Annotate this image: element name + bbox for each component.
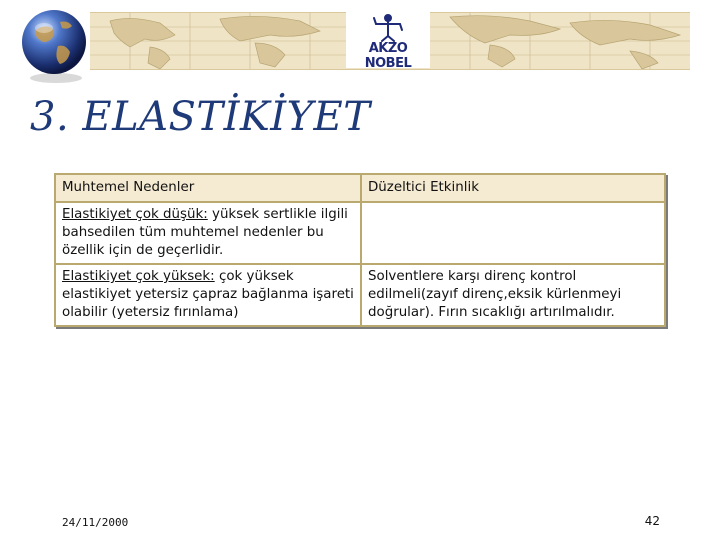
cause-text: çok yüksek elastikiyet yetersiz çapraz bağlanma işareti olabilir (yetersiz fırınlama): [62, 269, 354, 320]
slide-title: 3. ELASTİKİYET: [30, 94, 371, 140]
header-cell-causes: Muhtemel Nedenler: [55, 174, 361, 202]
cause-text: yüksek sertlikle ilgili bahsedilen tüm muhtemel nedenler bu özellik için de geçerlidir.: [62, 207, 348, 258]
table-header-row: [55, 174, 665, 202]
header-cell-actions: Düzeltici Etkinlik: [361, 174, 665, 202]
cause-lead: Elastikiyet çok yüksek:: [62, 269, 215, 284]
page-number: 42: [644, 514, 660, 528]
logo-text: AKZO NOBEL: [364, 41, 412, 71]
figure-logo-icon: [346, 12, 430, 42]
header-banner: [0, 0, 720, 80]
causes-table: [54, 173, 666, 327]
action-cell: [361, 202, 665, 264]
globe-icon: [14, 6, 94, 86]
akzo-nobel-logo: [346, 12, 430, 71]
table-row: [55, 202, 665, 264]
table-row: [55, 264, 665, 326]
cause-lead: Elastikiyet çok düşük:: [62, 207, 208, 222]
cause-cell: [55, 202, 361, 264]
cause-cell: [55, 264, 361, 326]
action-cell: Solventlere karşı direnç kontrol edilmeli(zayıf direnç,eksik kürlenmeyi doğrular). Fırın sıcaklığı artırılmalıdır.: [361, 264, 665, 326]
footer-date: 24/11/2000: [62, 516, 129, 529]
